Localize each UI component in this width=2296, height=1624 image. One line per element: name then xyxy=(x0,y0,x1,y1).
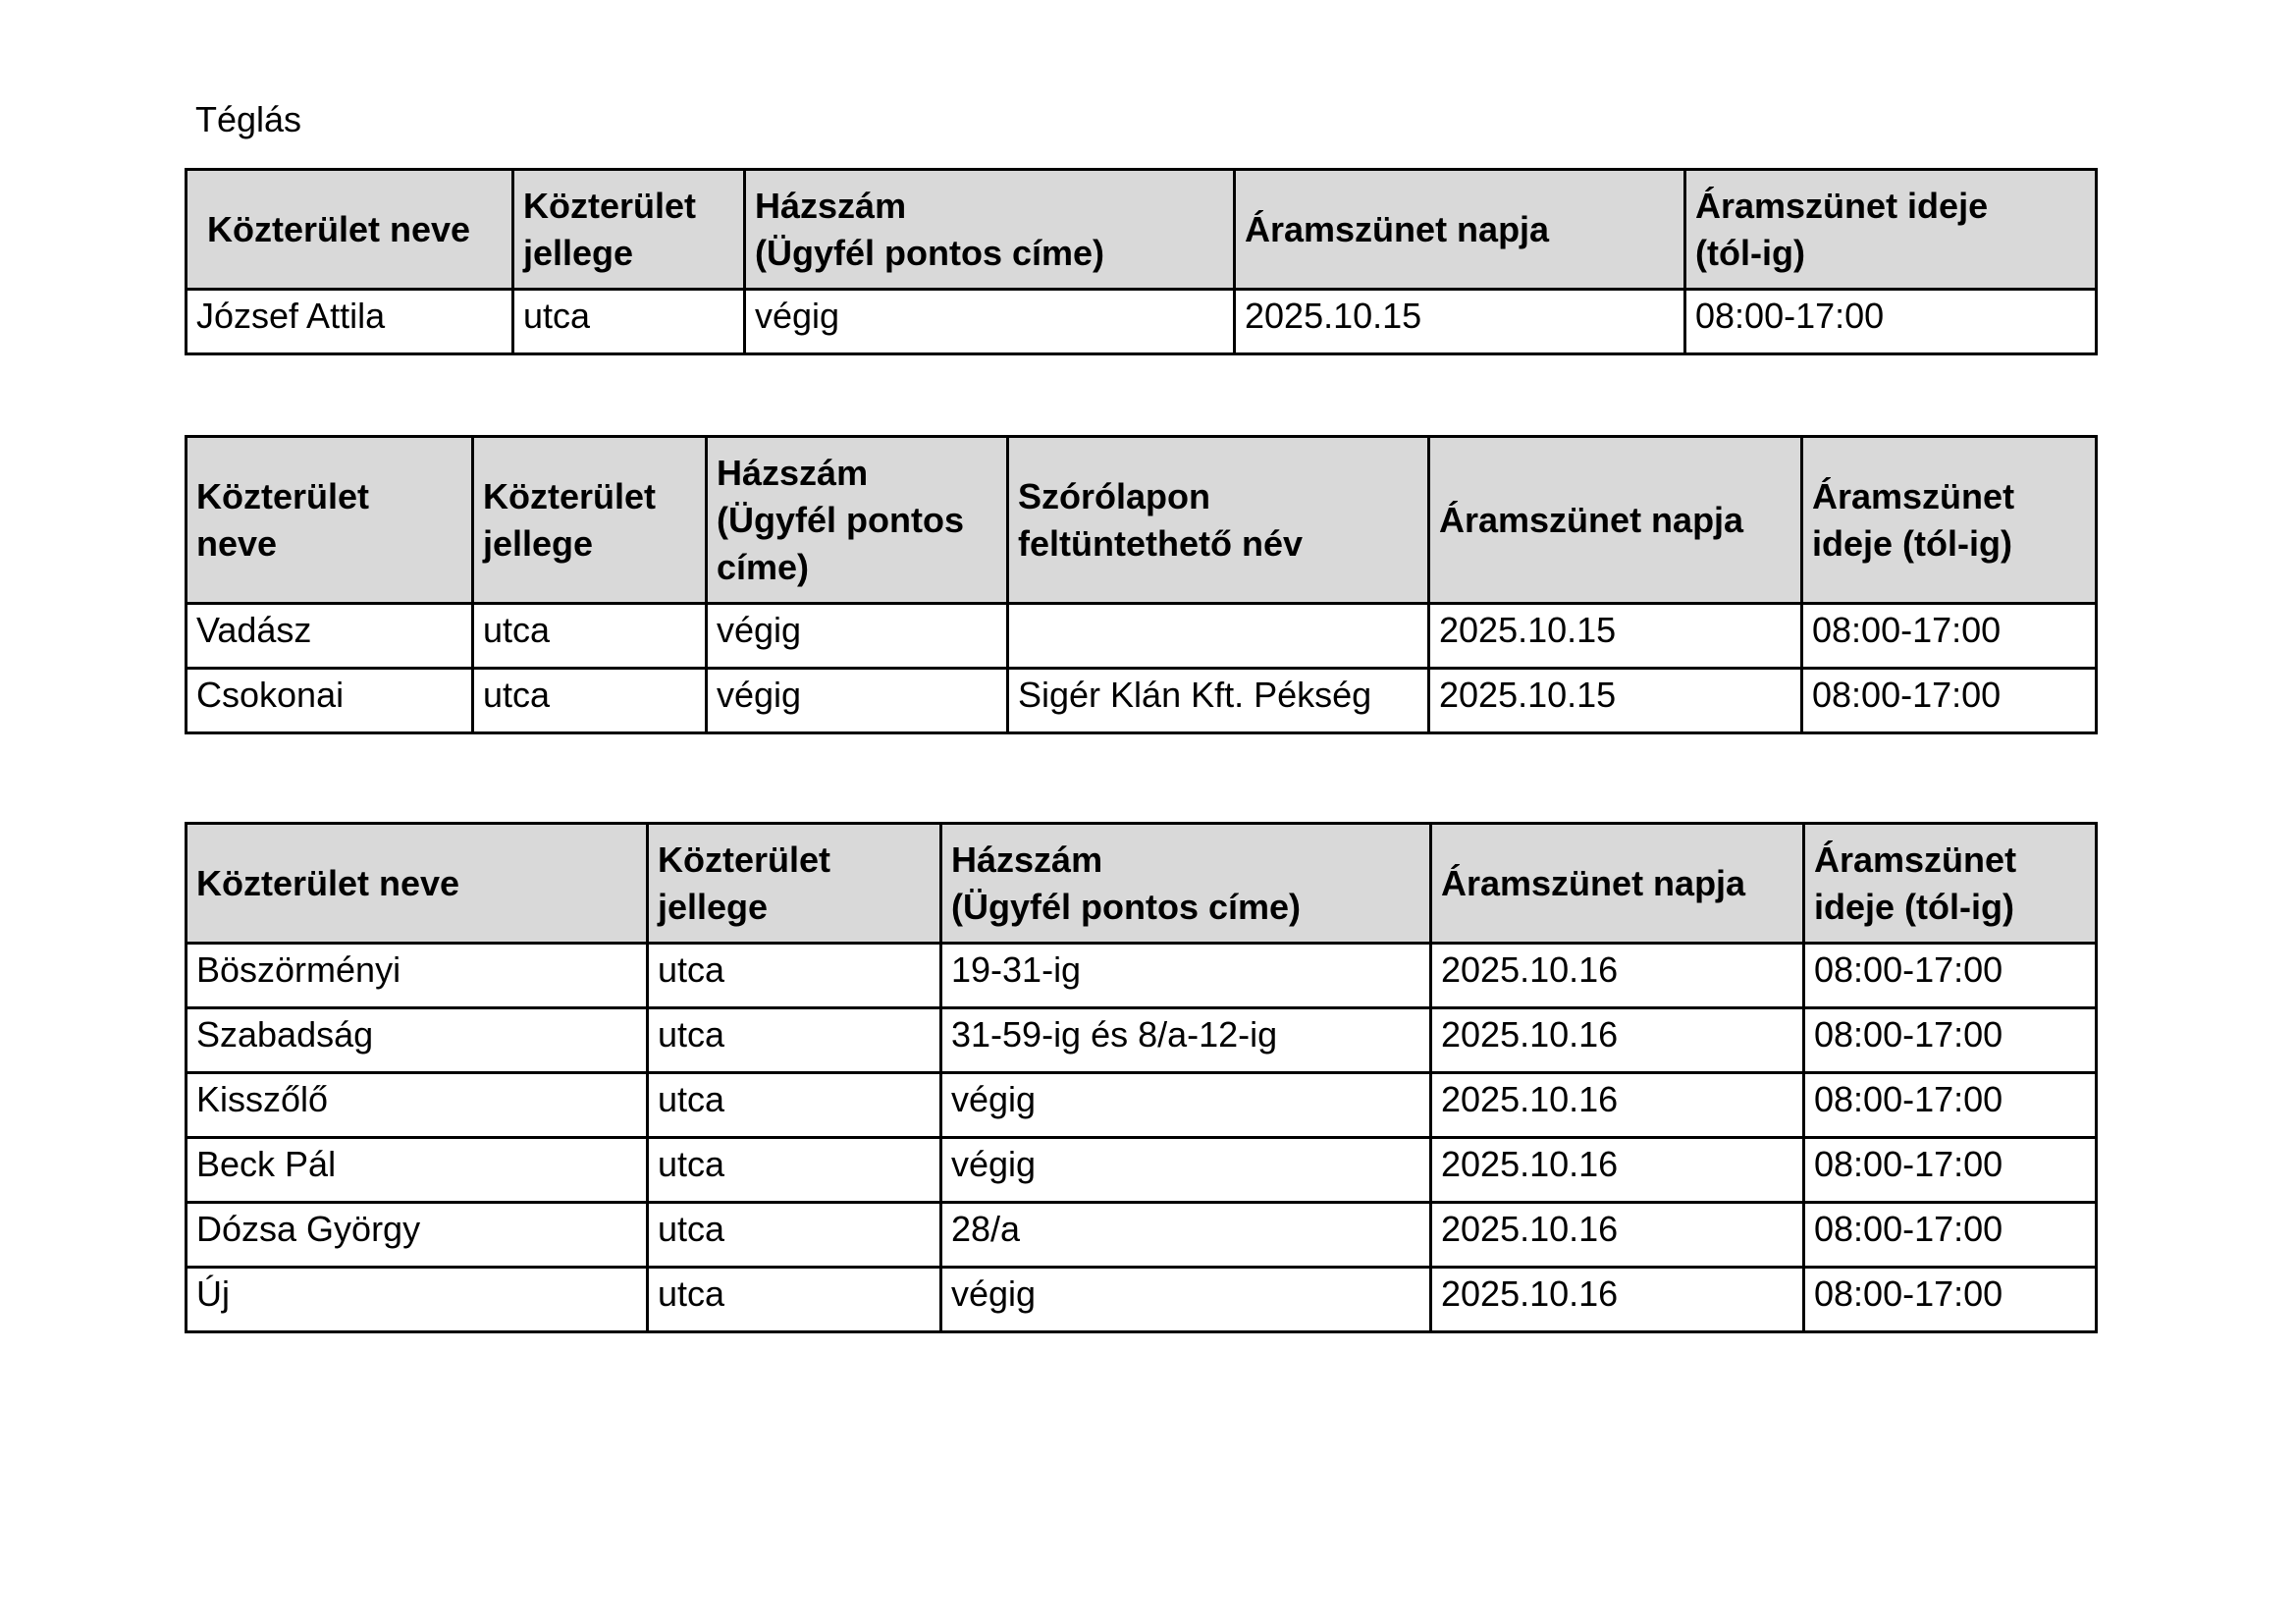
header-row xyxy=(187,437,2097,604)
cell-street-name: Beck Pál xyxy=(187,1138,648,1203)
column-header-outage-date xyxy=(1431,824,1804,944)
header-line: Áramszünet napja xyxy=(1439,499,1744,540)
cell-house-number: 19-31-ig xyxy=(941,944,1431,1008)
cell-street-name: Új xyxy=(187,1268,648,1332)
outage-table-3 xyxy=(185,822,2098,1333)
cell-street-type: utca xyxy=(513,290,745,354)
header-line: Áramszünet xyxy=(1812,475,2015,516)
cell-outage-time: 08:00-17:00 xyxy=(1804,1138,2097,1203)
cell-street-name: Vadász xyxy=(187,604,473,669)
column-header-outage-date xyxy=(1235,170,1685,290)
header-line: ideje (tól-ig) xyxy=(1814,886,2014,927)
column-header-street-name xyxy=(187,824,648,944)
header-line: (Ügyfél pontos címe) xyxy=(951,886,1302,927)
header-line: Házszám xyxy=(755,185,907,226)
cell-street-name: Böszörményi xyxy=(187,944,648,1008)
header-line: jellege xyxy=(658,886,769,927)
cell-house-number: végig xyxy=(707,604,1008,669)
header-line: (Ügyfél pontos címe) xyxy=(755,232,1105,273)
header-line: Közterület xyxy=(523,185,697,226)
cell-street-type: utca xyxy=(648,1138,941,1203)
cell-outage-date: 2025.10.16 xyxy=(1431,1203,1804,1268)
column-header-flyer-name xyxy=(1008,437,1429,604)
cell-street-name: Dózsa György xyxy=(187,1203,648,1268)
header-line: Közterület xyxy=(658,839,831,880)
outage-table-1 xyxy=(185,168,2098,355)
cell-outage-time: 08:00-17:00 xyxy=(1804,1008,2097,1073)
header-line: neve xyxy=(196,522,278,564)
header-line: (tól-ig) xyxy=(1695,232,1805,273)
cell-house-number: 31-59-ig és 8/a-12-ig xyxy=(941,1008,1431,1073)
table-row xyxy=(187,290,2097,354)
cell-street-type: utca xyxy=(648,1008,941,1073)
header-line: Közterület xyxy=(196,475,370,516)
cell-flyer-name xyxy=(1008,604,1429,669)
column-header-outage-time xyxy=(1804,824,2097,944)
header-line: Házszám xyxy=(717,452,869,493)
column-header-street-type xyxy=(473,437,707,604)
column-header-house-number xyxy=(745,170,1235,290)
header-line: (Ügyfél pontos xyxy=(717,499,964,540)
header-line: Házszám xyxy=(951,839,1103,880)
table-row xyxy=(187,669,2097,733)
column-header-street-type xyxy=(648,824,941,944)
cell-outage-date: 2025.10.16 xyxy=(1431,1268,1804,1332)
cell-outage-date: 2025.10.16 xyxy=(1431,944,1804,1008)
column-header-street-type xyxy=(513,170,745,290)
cell-street-name: Csokonai xyxy=(187,669,473,733)
header-line: Közterület neve xyxy=(207,208,471,249)
cell-outage-time: 08:00-17:00 xyxy=(1804,944,2097,1008)
table-row xyxy=(187,1073,2097,1138)
column-header-house-number xyxy=(941,824,1431,944)
header-line: jellege xyxy=(483,522,594,564)
header-line: feltüntethető név xyxy=(1018,522,1304,564)
header-line: Áramszünet xyxy=(1814,839,2017,880)
cell-outage-date: 2025.10.16 xyxy=(1431,1008,1804,1073)
cell-outage-time: 08:00-17:00 xyxy=(1804,1073,2097,1138)
column-header-street-name xyxy=(187,437,473,604)
cell-street-name: Kisszőlő xyxy=(187,1073,648,1138)
cell-house-number: végig xyxy=(941,1268,1431,1332)
cell-street-type: utca xyxy=(648,1073,941,1138)
cell-house-number: végig xyxy=(707,669,1008,733)
cell-outage-date: 2025.10.15 xyxy=(1235,290,1685,354)
table-row xyxy=(187,944,2097,1008)
cell-outage-date: 2025.10.16 xyxy=(1431,1138,1804,1203)
cell-house-number: végig xyxy=(745,290,1235,354)
cell-street-type: utca xyxy=(473,669,707,733)
cell-outage-time: 08:00-17:00 xyxy=(1804,1268,2097,1332)
header-row xyxy=(187,170,2097,290)
cell-street-type: utca xyxy=(648,1268,941,1332)
cell-street-type: utca xyxy=(473,604,707,669)
cell-outage-date: 2025.10.15 xyxy=(1429,669,1802,733)
column-header-house-number xyxy=(707,437,1008,604)
cell-outage-time: 08:00-17:00 xyxy=(1685,290,2097,354)
cell-outage-time: 08:00-17:00 xyxy=(1804,1203,2097,1268)
table-row xyxy=(187,1138,2097,1203)
cell-street-type: utca xyxy=(648,944,941,1008)
town-title: Téglás xyxy=(195,99,302,139)
header-line: jellege xyxy=(523,232,634,273)
cell-house-number: végig xyxy=(941,1138,1431,1203)
column-header-outage-date xyxy=(1429,437,1802,604)
cell-outage-time: 08:00-17:00 xyxy=(1802,604,2097,669)
header-line: ideje (tól-ig) xyxy=(1812,522,2012,564)
header-line: címe) xyxy=(717,546,810,587)
cell-outage-time: 08:00-17:00 xyxy=(1802,669,2097,733)
header-line: Áramszünet napja xyxy=(1245,208,1550,249)
column-header-outage-time xyxy=(1685,170,2097,290)
table-row xyxy=(187,1268,2097,1332)
header-line: Áramszünet napja xyxy=(1441,862,1746,903)
header-line: Áramszünet ideje xyxy=(1695,185,1989,226)
outage-table-2 xyxy=(185,435,2098,734)
column-header-street-name xyxy=(187,170,513,290)
header-line: Közterület xyxy=(483,475,657,516)
cell-street-name: József Attila xyxy=(187,290,513,354)
table-row xyxy=(187,1203,2097,1268)
cell-street-type: utca xyxy=(648,1203,941,1268)
column-header-outage-time xyxy=(1802,437,2097,604)
header-line: Szórólapon xyxy=(1018,475,1210,516)
header-line: Közterület neve xyxy=(196,862,460,903)
cell-outage-date: 2025.10.16 xyxy=(1431,1073,1804,1138)
cell-house-number: végig xyxy=(941,1073,1431,1138)
cell-street-name: Szabadság xyxy=(187,1008,648,1073)
cell-flyer-name: Sigér Klán Kft. Pékség xyxy=(1008,669,1429,733)
cell-house-number: 28/a xyxy=(941,1203,1431,1268)
cell-outage-date: 2025.10.15 xyxy=(1429,604,1802,669)
table-row xyxy=(187,1008,2097,1073)
header-row xyxy=(187,824,2097,944)
table-row xyxy=(187,604,2097,669)
